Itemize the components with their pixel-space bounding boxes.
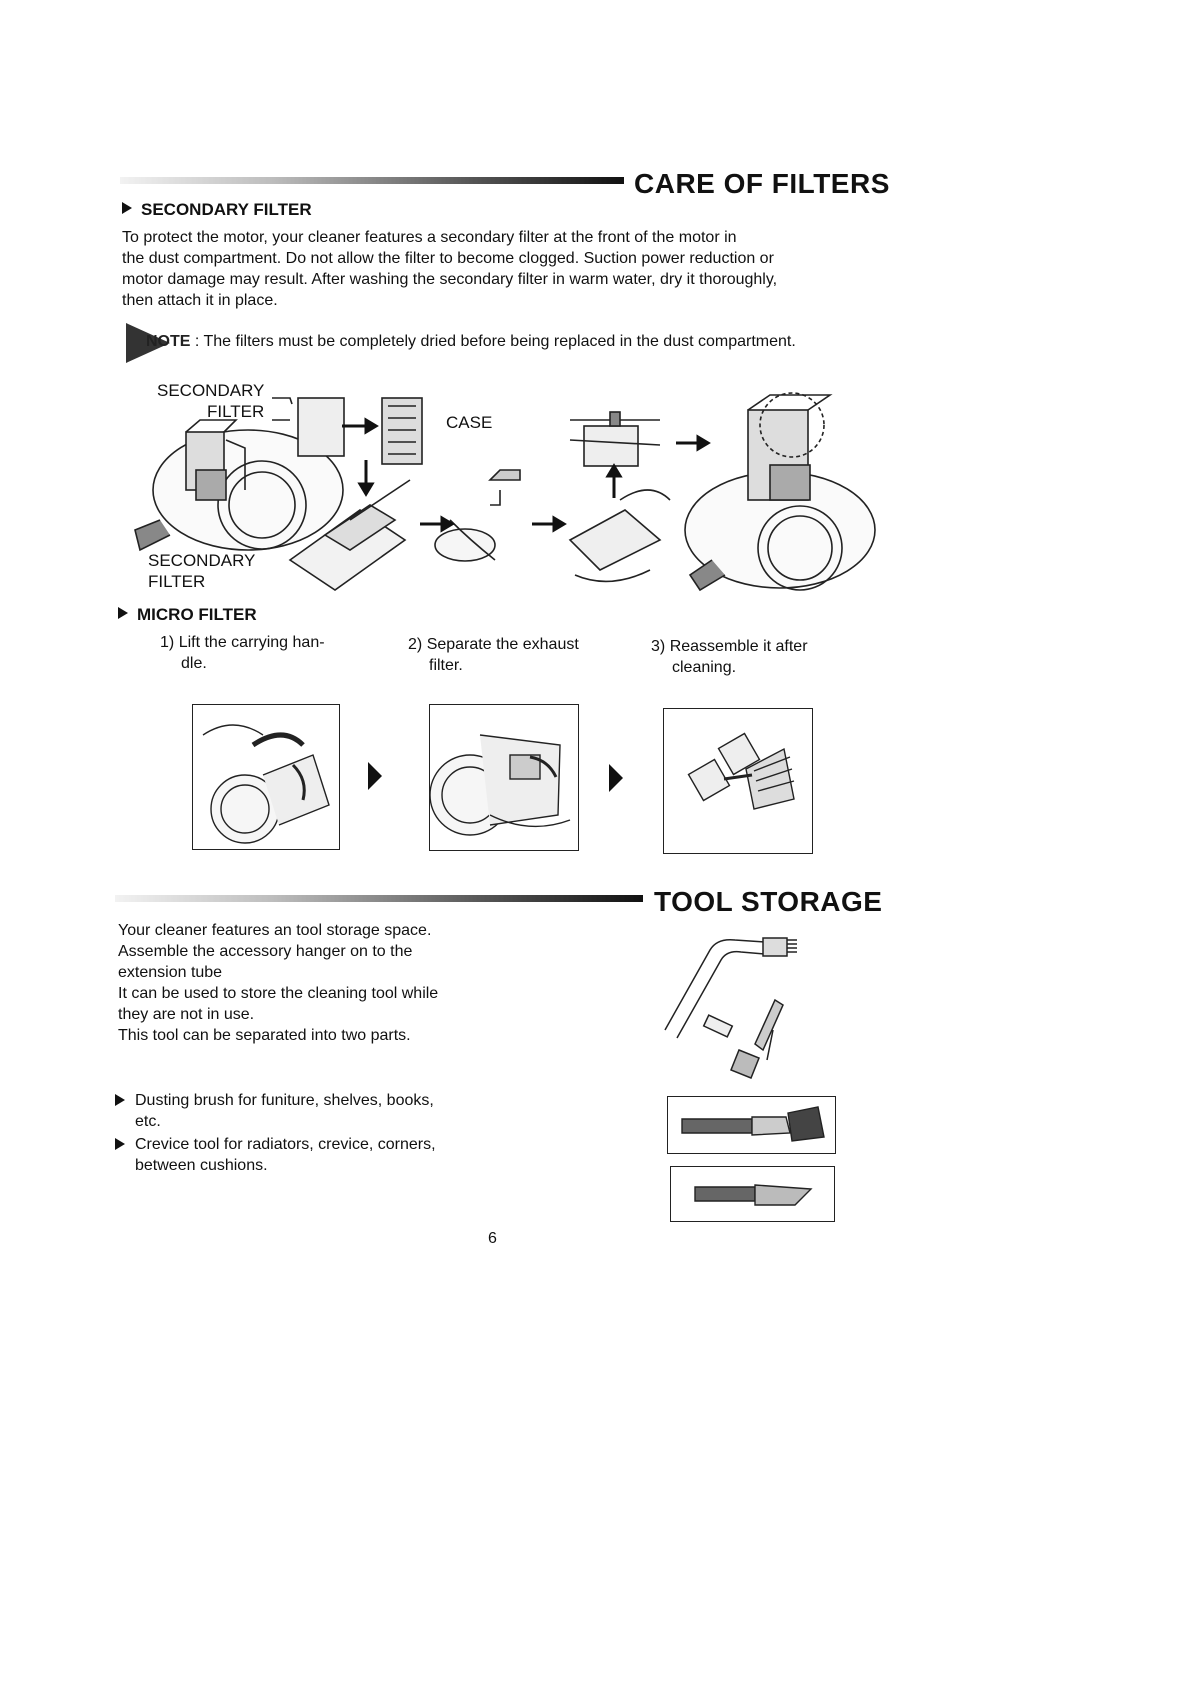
secondary-filter-label-top: SECONDARY FILTER	[157, 381, 265, 421]
text-line: This tool can be separated into two parts.	[118, 1027, 411, 1044]
text-line: extension tube	[118, 964, 223, 981]
section-rule	[115, 895, 643, 902]
next-arrow-icon	[368, 762, 382, 790]
text-line: It can be used to store the cleaning tool while	[118, 985, 439, 1002]
text-line: the dust compartment. Do not allow the filter to become clogged. Suction power reduction or	[122, 250, 774, 267]
bullet-arrow-icon	[118, 607, 128, 619]
case-label: CASE	[446, 413, 493, 432]
list-item-crevice-tool: Crevice tool for radiators, crevice, corners, between cushions.	[135, 1134, 495, 1176]
note-text: : The filters must be completely dried before being replaced in the dust compartment.	[190, 333, 796, 350]
text-line: Assemble the accessory hanger on to the	[118, 943, 413, 960]
secondary-filter-heading: SECONDARY FILTER	[122, 200, 312, 220]
crevice-tool-image	[670, 1166, 835, 1222]
tool-storage-title: TOOL STORAGE	[654, 886, 883, 917]
secondary-filter-illustration	[0, 0, 1190, 620]
text-line: Your cleaner features an tool storage space.	[118, 922, 432, 939]
next-arrow-icon	[609, 764, 623, 792]
text-line: they are not in use.	[118, 1006, 255, 1023]
page-number: 6	[488, 1230, 497, 1247]
micro-filter-step-2-image	[429, 704, 579, 851]
text-line: To protect the motor, your cleaner features a secondary filter at the front of the motor in	[122, 229, 737, 246]
bullet-arrow-icon	[115, 1094, 125, 1106]
micro-filter-step-2: 2) Separate the exhaust filter.	[408, 636, 579, 674]
dusting-brush-image	[667, 1096, 836, 1154]
micro-filter-heading: MICRO FILTER	[118, 605, 257, 625]
extension-tube-illustration	[655, 930, 855, 1090]
bullet-arrow-icon	[115, 1138, 125, 1150]
text-line: motor damage may result. After washing the secondary filter in warm water, dry it thoroughly,	[122, 271, 778, 288]
text-line: then attach it in place.	[122, 292, 278, 309]
micro-filter-step-1: 1) Lift the carrying han- dle.	[160, 634, 325, 672]
micro-filter-step-3-image	[663, 708, 813, 854]
list-item-dusting-brush: Dusting brush for funiture, shelves, books, etc.	[135, 1090, 495, 1132]
note-label: NOTE	[146, 333, 191, 350]
micro-filter-step-1-image	[192, 704, 340, 850]
micro-filter-step-3: 3) Reassemble it after cleaning.	[651, 638, 808, 676]
care-of-filters-title: CARE OF FILTERS	[634, 168, 890, 199]
tool-storage-text	[118, 920, 518, 1046]
secondary-filter-label-bottom: SECONDARY FILTER	[148, 551, 256, 591]
